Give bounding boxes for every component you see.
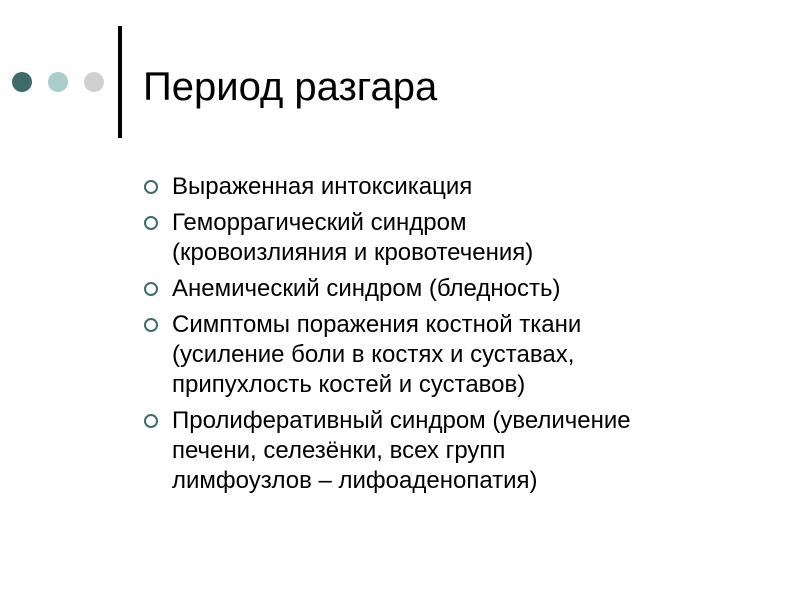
ring-bullet-icon <box>144 282 158 296</box>
decorative-dots <box>12 72 104 92</box>
ring-bullet-icon <box>144 414 158 428</box>
bullet-line: Выраженная интоксикация <box>172 173 473 200</box>
bullet-item <box>144 406 764 496</box>
dot-icon <box>12 72 32 92</box>
bullet-list <box>144 172 764 502</box>
dot-icon <box>84 72 104 92</box>
bullet-line: припухлость костей и суставов) <box>172 371 526 398</box>
bullet-item <box>144 310 764 400</box>
bullet-line: Геморрагический синдром <box>172 209 467 236</box>
title-divider <box>118 26 122 138</box>
dot-icon <box>48 72 68 92</box>
bullet-item <box>144 172 764 202</box>
bullet-item <box>144 274 764 304</box>
bullet-line: Симптомы поражения костной ткани <box>172 311 582 338</box>
ring-bullet-icon <box>144 180 158 194</box>
bullet-line: Анемический синдром (бледность) <box>172 275 561 302</box>
slide-title: Период разгара <box>143 65 438 109</box>
bullet-line: (кровоизлияния и кровотечения) <box>172 239 534 266</box>
bullet-line: (усиление боли в костях и суставах, <box>172 341 575 368</box>
bullet-line: печени, селезёнки, всех групп <box>172 437 506 464</box>
ring-bullet-icon <box>144 318 158 332</box>
bullet-line: Пролиферативный синдром (увеличение <box>172 407 631 434</box>
bullet-item <box>144 208 764 268</box>
ring-bullet-icon <box>144 216 158 230</box>
bullet-line: лимфоузлов – лифоаденопатия) <box>172 467 538 494</box>
